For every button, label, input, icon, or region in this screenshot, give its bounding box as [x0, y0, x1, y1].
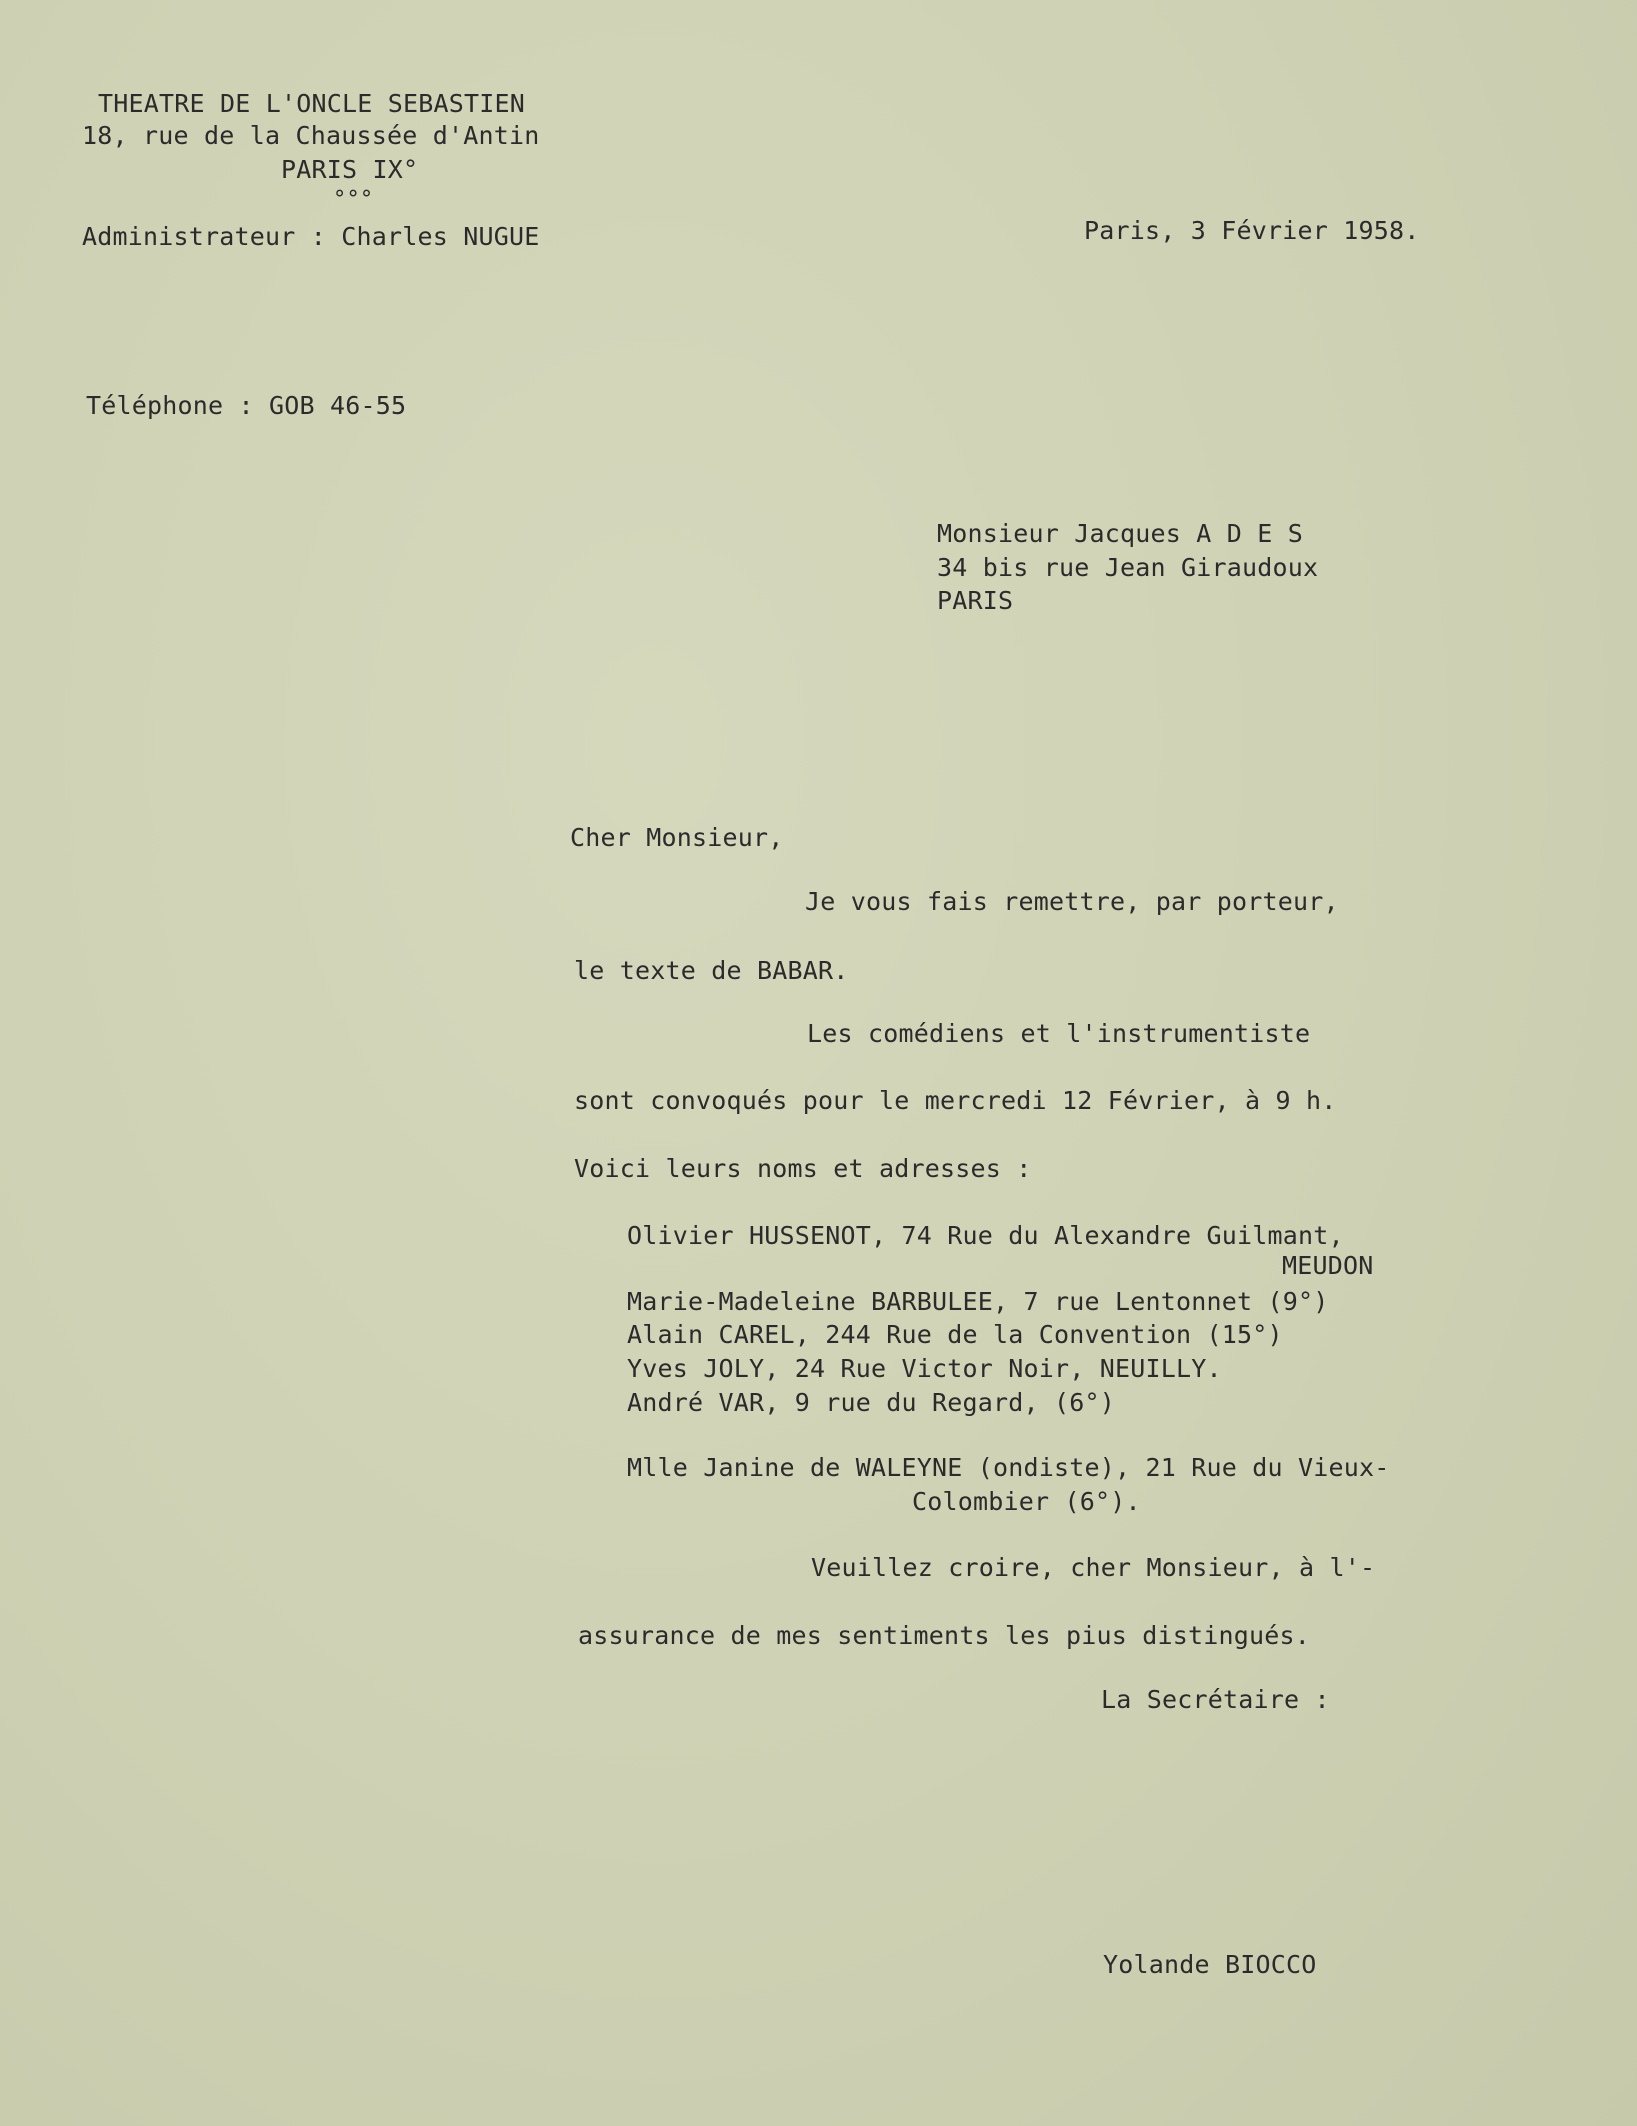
letter-date: Paris, 3 Février 1958. [1084, 216, 1420, 245]
cast-list-intro: Voici leurs noms et adresses : [574, 1154, 1032, 1183]
body-paragraph-1-line-1: Je vous fais remettre, par porteur, [805, 887, 1339, 916]
body-paragraph-2-line-1: Les comédiens et l'instrumentiste [807, 1019, 1311, 1048]
closing-line-1: Veuillez croire, cher Monsieur, à l'- [811, 1553, 1376, 1582]
cast-member-1-city: MEUDON [1282, 1251, 1374, 1280]
letterhead-theatre: THEATRE DE L'ONCLE SEBASTIEN [98, 89, 526, 118]
cast-member-5: André VAR, 9 rue du Regard, (6°) [627, 1388, 1116, 1417]
letterhead-city: PARIS IX° [281, 155, 419, 184]
body-paragraph-1-line-2: le texte de BABAR. [574, 956, 849, 985]
recipient-name: Monsieur Jacques A D E S [937, 519, 1304, 548]
closing-line-2: assurance de mes sentiments les pius distingués. [578, 1621, 1311, 1650]
letterhead-telephone: Téléphone : GOB 46-55 [86, 391, 407, 420]
letterhead-administrator: Administrateur : Charles NUGUE [82, 222, 540, 251]
letterhead-ornament: °°° [333, 187, 374, 212]
signatory-role: La Secrétaire : [1101, 1685, 1330, 1714]
cast-member-4: Yves JOLY, 24 Rue Victor Noir, NEUILLY. [627, 1354, 1222, 1383]
recipient-city: PARIS [937, 586, 1014, 615]
recipient-street: 34 bis rue Jean Giraudoux [937, 553, 1319, 582]
salutation: Cher Monsieur, [570, 823, 784, 852]
cast-member-2: Marie-Madeleine BARBULEE, 7 rue Lentonnet (9°) [627, 1287, 1329, 1316]
cast-member-1: Olivier HUSSENOT, 74 Rue du Alexandre Guilmant, [627, 1221, 1344, 1250]
body-paragraph-2-line-2: sont convoqués pour le mercredi 12 Février, à 9 h. [574, 1086, 1337, 1115]
cast-member-6-cont: Colombier (6°). [912, 1487, 1141, 1516]
signatory-name: Yolande BIOCCO [1103, 1950, 1317, 1979]
cast-member-6: Mlle Janine de WALEYNE (ondiste), 21 Rue du Vieux- [627, 1453, 1390, 1482]
letterhead-street: 18, rue de la Chaussée d'Antin [82, 121, 540, 150]
cast-member-3: Alain CAREL, 244 Rue de la Convention (15°) [627, 1320, 1283, 1349]
